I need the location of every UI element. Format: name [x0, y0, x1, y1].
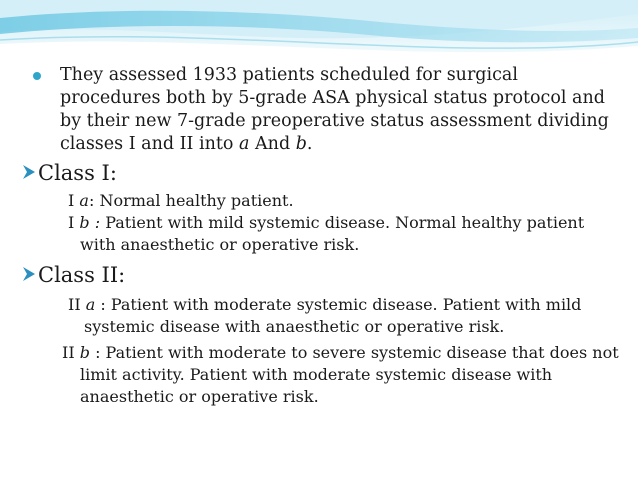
bullet-end: . [306, 134, 313, 154]
class2-item-a: II a : Patient with moderate systemic disease. Patient with mild systemic disease with anaesthetic or operative risk. [68, 295, 582, 336]
class1-item-b-text: Patient with mild systemic disease. Normal healthy patient with anaesthetic or operative risk. [80, 213, 585, 254]
class1-item-b-letter: b : [79, 213, 101, 232]
bullet-and: And [249, 134, 296, 154]
class2-item-b: II b : Patient with moderate to severe systemic disease that does not limit activity. Patient with moderate systemic disease with anaesthetic or operative risk. [62, 343, 619, 406]
class2-item-b-text: Patient with moderate to severe systemic disease that does not limit activity. Patient with moderate systemic disease with anaesthetic or operative risk. [80, 343, 619, 406]
arrow-bullet-icon [22, 163, 36, 181]
class2-item-b-letter: b [79, 343, 90, 362]
class1-item-b: I b : Patient with mild systemic disease. Normal healthy patient with anaesthetic or operative risk. [68, 213, 585, 254]
bullet-italic-a: a [239, 134, 250, 154]
class2-heading [22, 262, 622, 288]
class2-item-a-letter: a [85, 295, 96, 314]
class2-item-a-text: Patient with moderate systemic disease. Patient with mild systemic disease with anaesthetic or operative risk. [84, 295, 582, 336]
class2-heading-text: Class II: [38, 263, 126, 287]
class1-item-a: I a: Normal healthy patient. [68, 191, 294, 210]
arrow-bullet-icon [22, 265, 36, 283]
class1-item-a-letter: a [79, 191, 89, 210]
main-bullet [22, 64, 622, 156]
class1-heading-text: Class I: [38, 161, 117, 185]
class1-heading [22, 160, 622, 186]
header-wave-decoration [0, 0, 638, 58]
bullet-dot-icon [33, 72, 41, 80]
class1-item-a-text: Normal healthy patient. [99, 191, 294, 210]
slide-content [22, 64, 622, 408]
bullet-text: They assessed 1933 patients scheduled for surgical procedures both by 5-grade ASA physical status protocol and by their new 7-grade preoperative status assessment dividing classes I and II into [60, 65, 609, 154]
bullet-italic-b: b [295, 134, 307, 154]
